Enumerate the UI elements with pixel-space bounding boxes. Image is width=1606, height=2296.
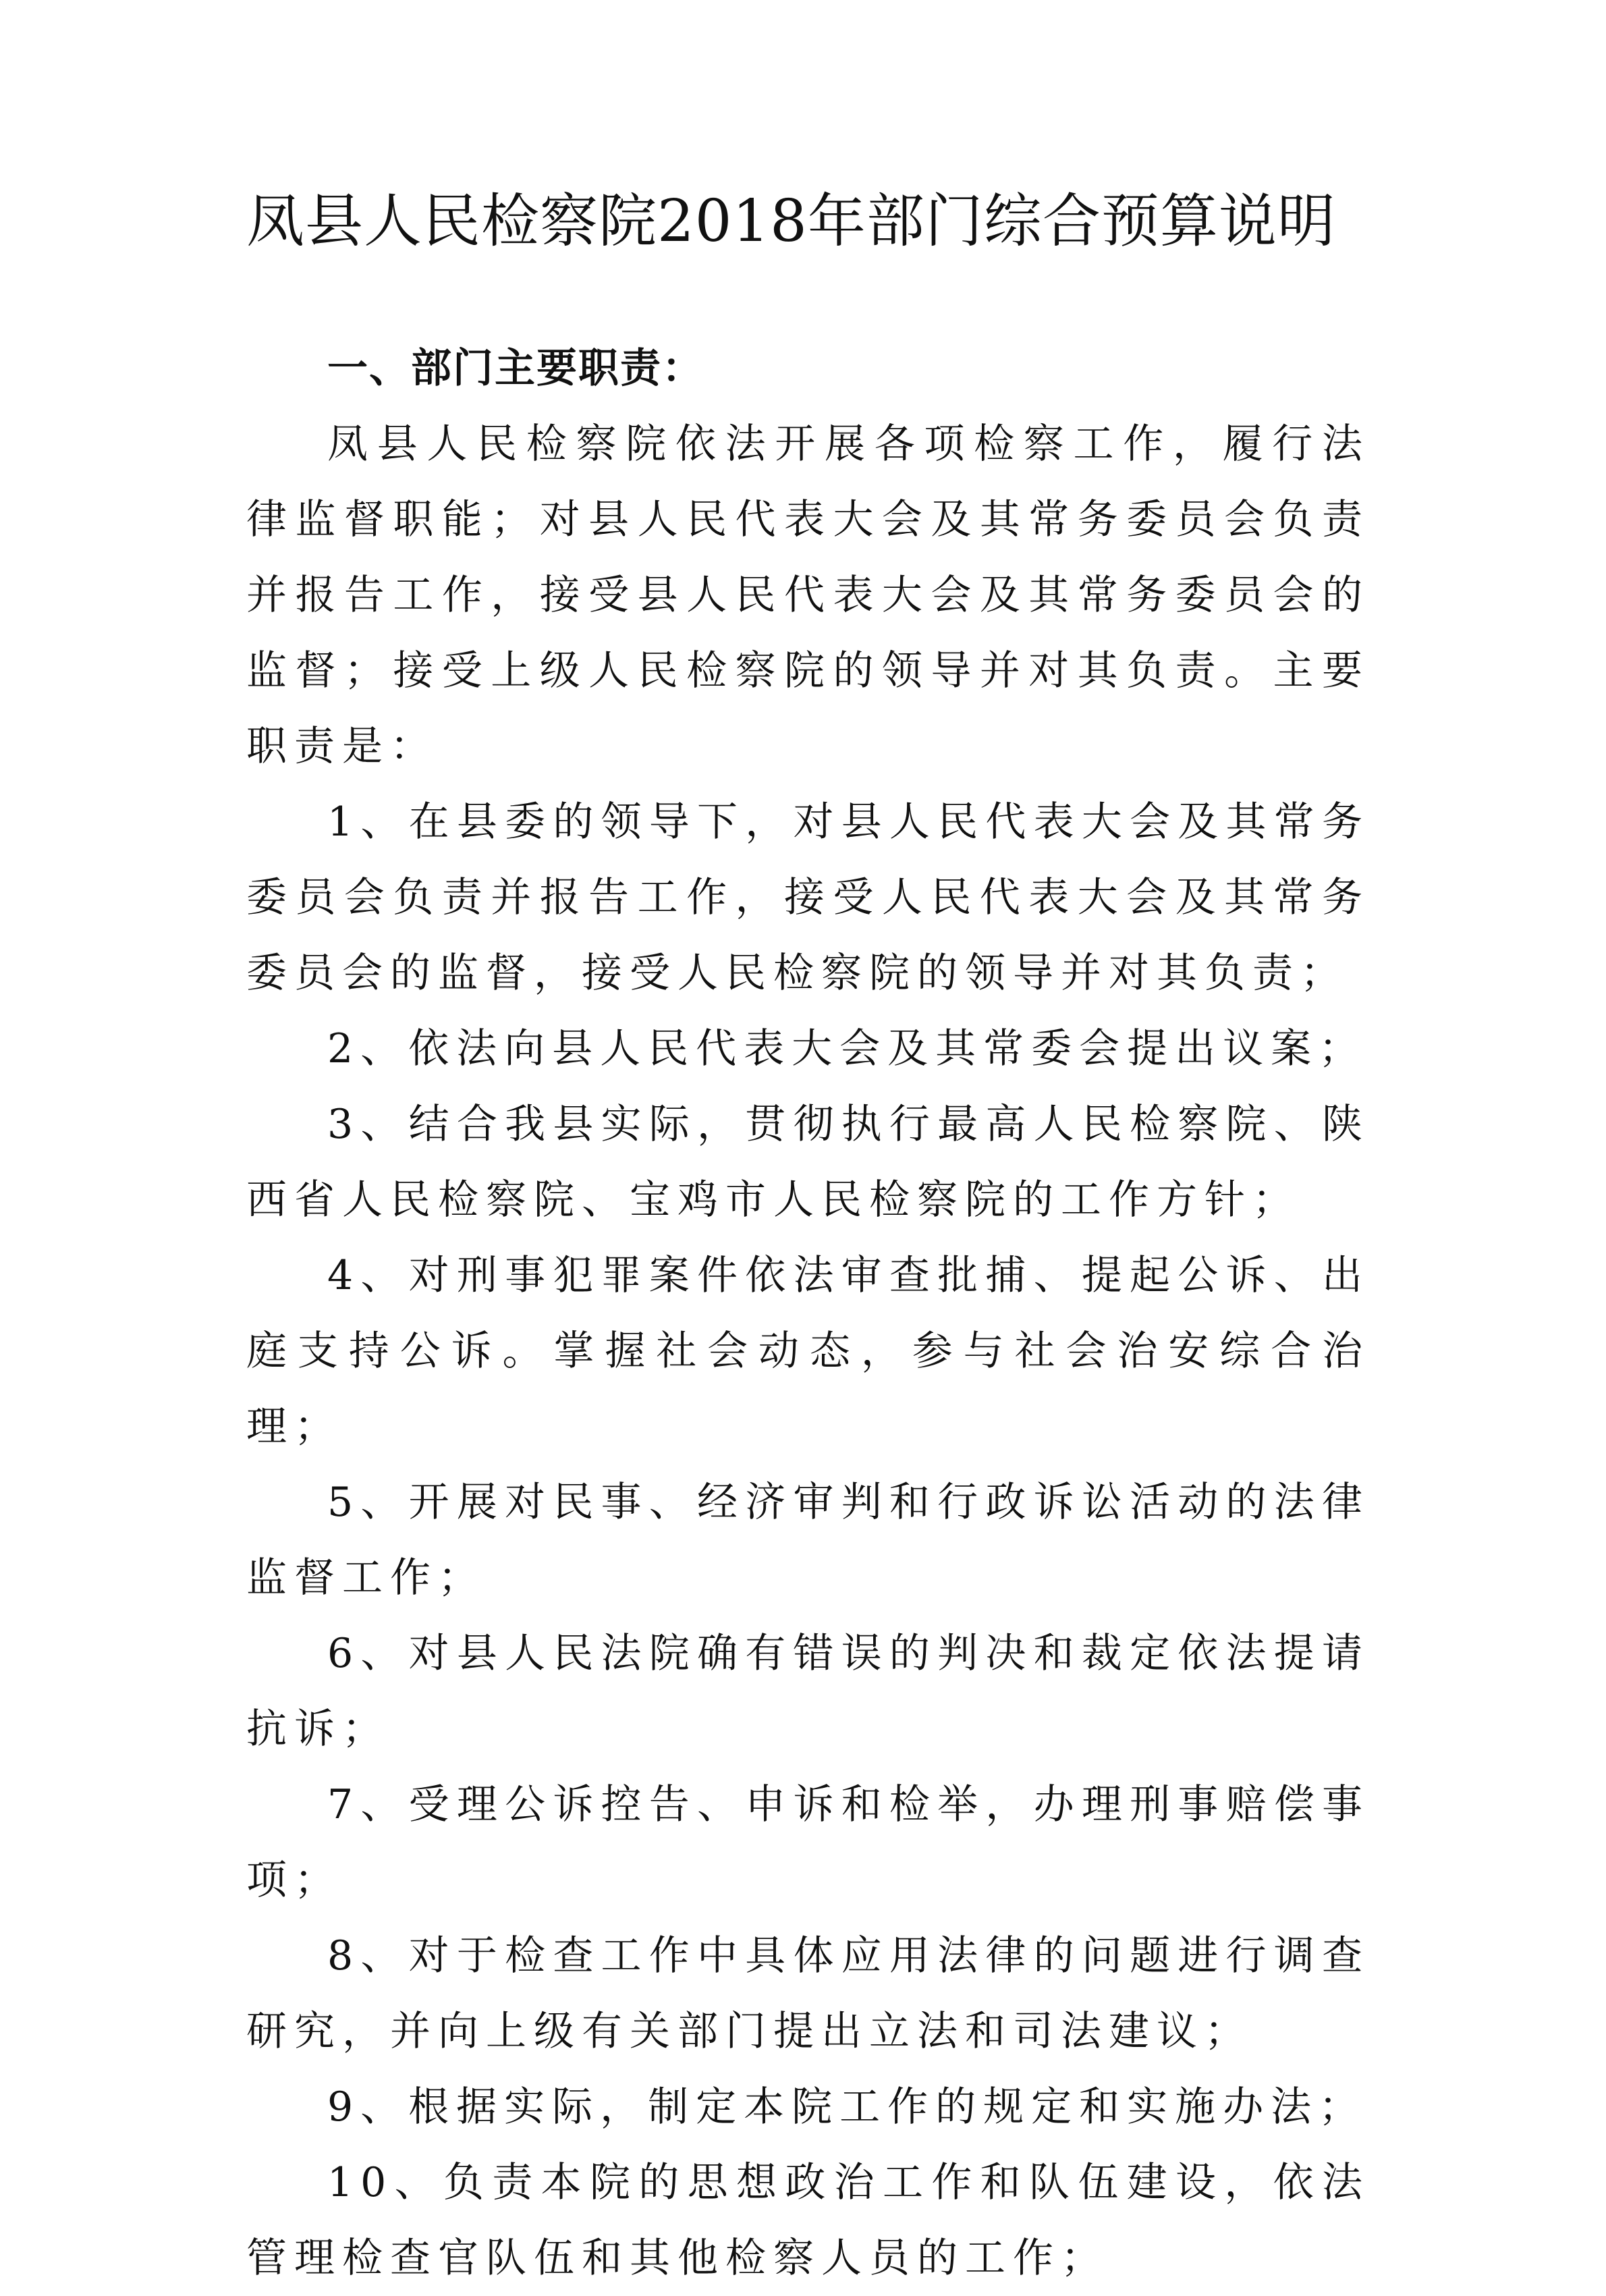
section-heading: 一、部门主要职责：: [327, 345, 704, 392]
duty-item-5: 5、开展对民事、经济审判和行政诉讼活动的法律监督工作；: [246, 1479, 1370, 1602]
duty-item-3: 3、结合我县实际，贯彻执行最高人民检察院、陕西省人民检察院、宝鸡市人民检察院的工作方针；: [246, 1101, 1370, 1224]
duty-item-8: 8、对于检查工作中具体应用法律的问题进行调查研究，并向上级有关部门提出立法和司法建议；: [246, 1932, 1370, 2055]
document-title: 凤县人民检察院2018年部门综合预算说明: [246, 188, 1336, 255]
document-body: [246, 331, 1370, 2296]
duty-item-6: 6、对县人民法院确有错误的判决和裁定依法提请抗诉；: [246, 1630, 1370, 1753]
duty-item-4: 4、对刑事犯罪案件依法审查批捕、提起公诉、出庭支持公诉。掌握社会动态，参与社会治安综合治理；: [246, 1252, 1370, 1450]
duty-item-7: 7、受理公诉控告、申诉和检举，办理刑事赔偿事项；: [246, 1781, 1370, 1904]
duty-item-10: 10、负责本院的思想政治工作和队伍建设，依法管理检查官队伍和其他检察人员的工作；: [246, 2159, 1370, 2282]
duty-item-9: 9、根据实际，制定本院工作的规定和实施办法；: [327, 2083, 1367, 2131]
intro-paragraph: 凤县人民检察院依法开展各项检察工作，履行法律监督职能；对县人民代表大会及其常务委员会负责并报告工作，接受县人民代表大会及其常务委员会的监督；接受上级人民检察院的领导并对其负责。主要职责是：: [246, 420, 1370, 770]
duty-item-2: 2、依法向县人民代表大会及其常委会提出议案；: [327, 1025, 1367, 1072]
duty-item-1: 1、在县委的领导下，对县人民代表大会及其常务委员会负责并报告工作，接受人民代表大会及其常务委员会的监督，接受人民检察院的领导并对其负责；: [246, 798, 1370, 997]
